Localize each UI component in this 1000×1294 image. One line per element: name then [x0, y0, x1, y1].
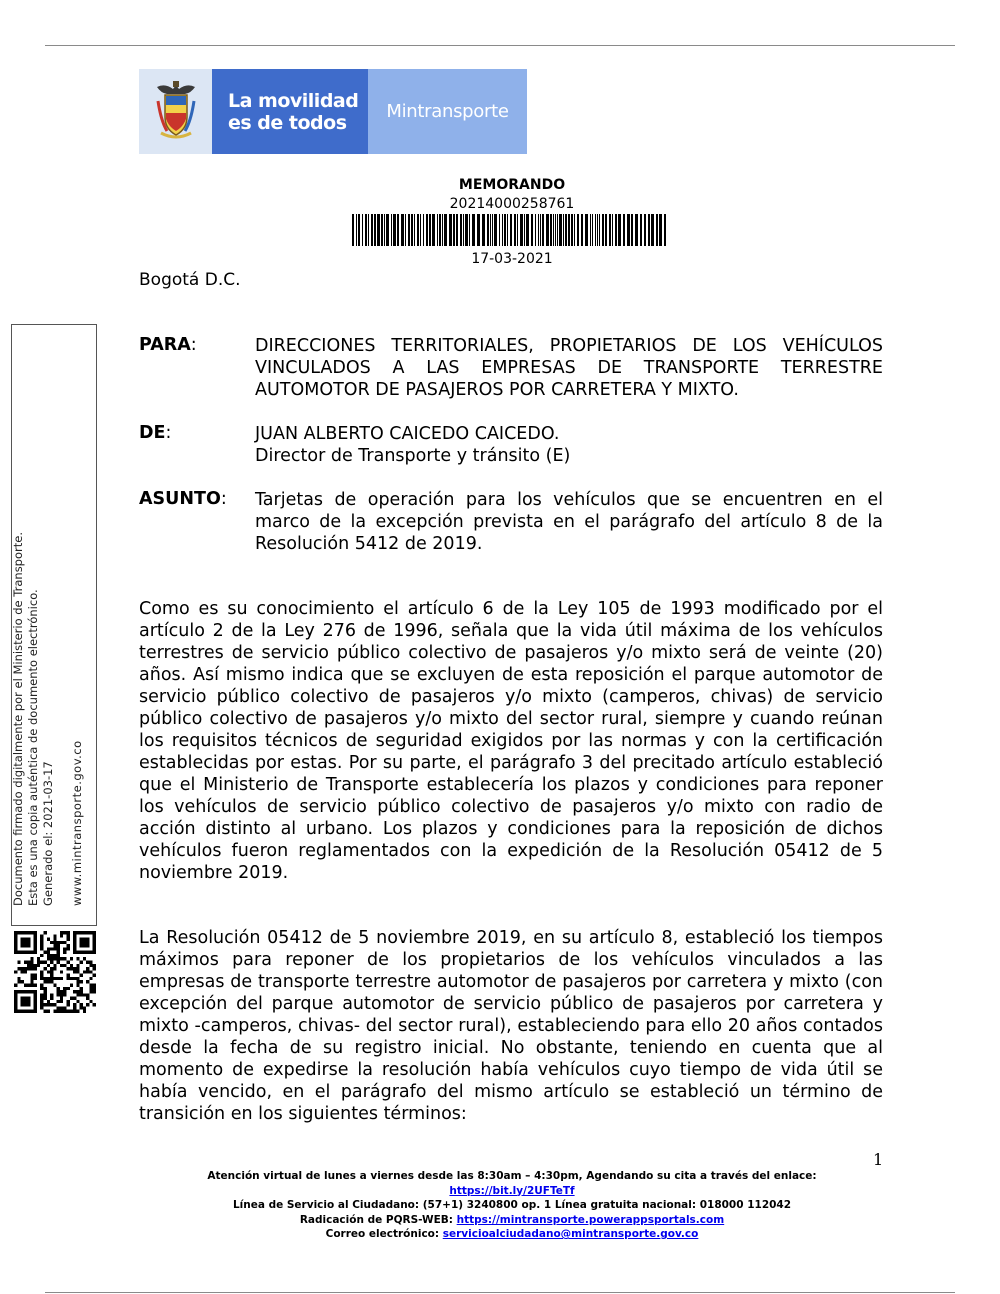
- memo-title: MEMORANDO: [458, 177, 566, 193]
- para-line: VINCULADOS A LAS EMPRESAS DE TRANSPORTE TERRESTRE: [255, 358, 883, 378]
- asunto-label: ASUNTO:: [139, 489, 227, 509]
- body-paragraph-1: Como es su conocimiento el artículo 6 de la Ley 105 de 1993 modificado por el artículo 2 de la Ley 276 de 1996, señala que la vida útil máxima de los vehículos terrestres de servicio público colectivo de pasajeros y/o mixto será de veinte (20) años. Así mismo indica que se excluyen de esta reposición el parque automotor de servicio público colectivo de pasajeros y/o mixto (camperos, chivas) de servicio público colectivo de pasajeros y/o mixto del sector rural, siempre y cuando reúnan los requisitos técnicos de seguridad exigidos por las normas y con la certificación establecidas por estas. Por su parte, el parágrafo 3 del precitado artículo estableció que el Ministerio de Transporte establecería los plazos y condiciones para reponer los vehículos de servicio público colectivo de pasajeros y/o mixto con radio de acción distinto al urbano. Los plazos y condiciones para la reposición de dichos vehículos fueron reglamentados con la expedición de la Resolución 05412 de 5 noviembre 2019.: [139, 599, 883, 883]
- page-number: 1: [873, 1150, 884, 1169]
- para-line: DIRECCIONES TERRITORIALES, PROPIETARIOS DE LOS VEHÍCULOS: [255, 336, 883, 356]
- de-label: DE:: [139, 423, 172, 443]
- stamp-text: [11, 326, 97, 926]
- stamp-line-1: Documento firmado digitalmente por el Ministerio de Transporte.: [11, 532, 25, 906]
- email-link[interactable]: servicioalciudadano@mintransporte.gov.co: [442, 1228, 699, 1240]
- sender-name: JUAN ALBERTO CAICEDO CAICEDO.: [255, 424, 560, 444]
- coat-of-arms-icon: [139, 69, 212, 154]
- slogan-line-2: es de todos: [228, 111, 347, 134]
- body-paragraph-2: La Resolución 05412 de 5 noviembre 2019, en su artículo 8, estableció los tiempos máximos para reponer de los propietarios de los vehículos vinculados a las empresas de transporte terrestre automotor de pasajeros por carretera y mixto (con excepción del parque automotor de servicio público de pasajeros por carretera y mixto -camperos, chivas- del sector rural), estableciendo para ello 20 años contados desde la fecha de su registro inicial. No obstante, teniendo en cuenta que al momento de expedirse la resolución había vehículos cuyo tiempo de vida útil se había vencido, en el parágrafo del mismo artículo se estableció un término de transición en los siguientes términos:: [139, 928, 883, 1124]
- slogan: [212, 69, 368, 154]
- top-rule: [45, 45, 955, 46]
- stamp-line-3: Generado el: 2021-03-17: [41, 761, 55, 906]
- ministry-logo-banner: [139, 69, 527, 154]
- footer-pqrs-label: Radicación de PQRS-WEB:: [299, 1213, 457, 1226]
- memo-date: 17-03-2021: [471, 251, 553, 267]
- memo-number: 20214000258761: [449, 196, 575, 212]
- slogan-line-1: La movilidad: [228, 89, 359, 112]
- footer-email-label: Correo electrónico:: [325, 1228, 443, 1240]
- sender-position: Director de Transporte y tránsito (E): [255, 446, 571, 466]
- barcode: [352, 214, 668, 246]
- footer-hours: Atención virtual de lunes a viernes desde las 8:30am – 4:30pm, Agendando su cita a través del enlace:: [207, 1170, 817, 1182]
- footer-phone: Línea de Servicio al Ciudadano: (57+1) 3240800 op. 1 Línea gratuita nacional: 018000 112042: [232, 1199, 792, 1211]
- stamp-line-2: Esta es una copia auténtica de documento electrónico.: [26, 589, 40, 906]
- de-sender: [255, 423, 883, 467]
- qr-code: [14, 931, 96, 1013]
- para-recipients: [255, 335, 883, 401]
- city: Bogotá D.C.: [139, 270, 241, 290]
- stamp-website: www.mintransporte.gov.co: [70, 740, 84, 906]
- ministry-name: Mintransporte: [368, 69, 527, 154]
- pqrs-link[interactable]: https://mintransporte.powerappsportals.com: [456, 1213, 725, 1226]
- digital-signature-stamp: [11, 324, 97, 926]
- footer: [150, 1169, 874, 1242]
- asunto-text: Tarjetas de operación para los vehículos que se encuentren en el marco de la excepción prevista en el parágrafo del artículo 8 de la Resolución 5412 de 2019.: [255, 490, 883, 554]
- para-label: PARA:: [139, 335, 197, 355]
- para-line: AUTOMOTOR DE PASAJEROS POR CARRETERA Y MIXTO.: [255, 380, 739, 400]
- appointment-link[interactable]: https://bit.ly/2UFTeTf: [449, 1184, 575, 1197]
- bottom-rule: [45, 1292, 955, 1293]
